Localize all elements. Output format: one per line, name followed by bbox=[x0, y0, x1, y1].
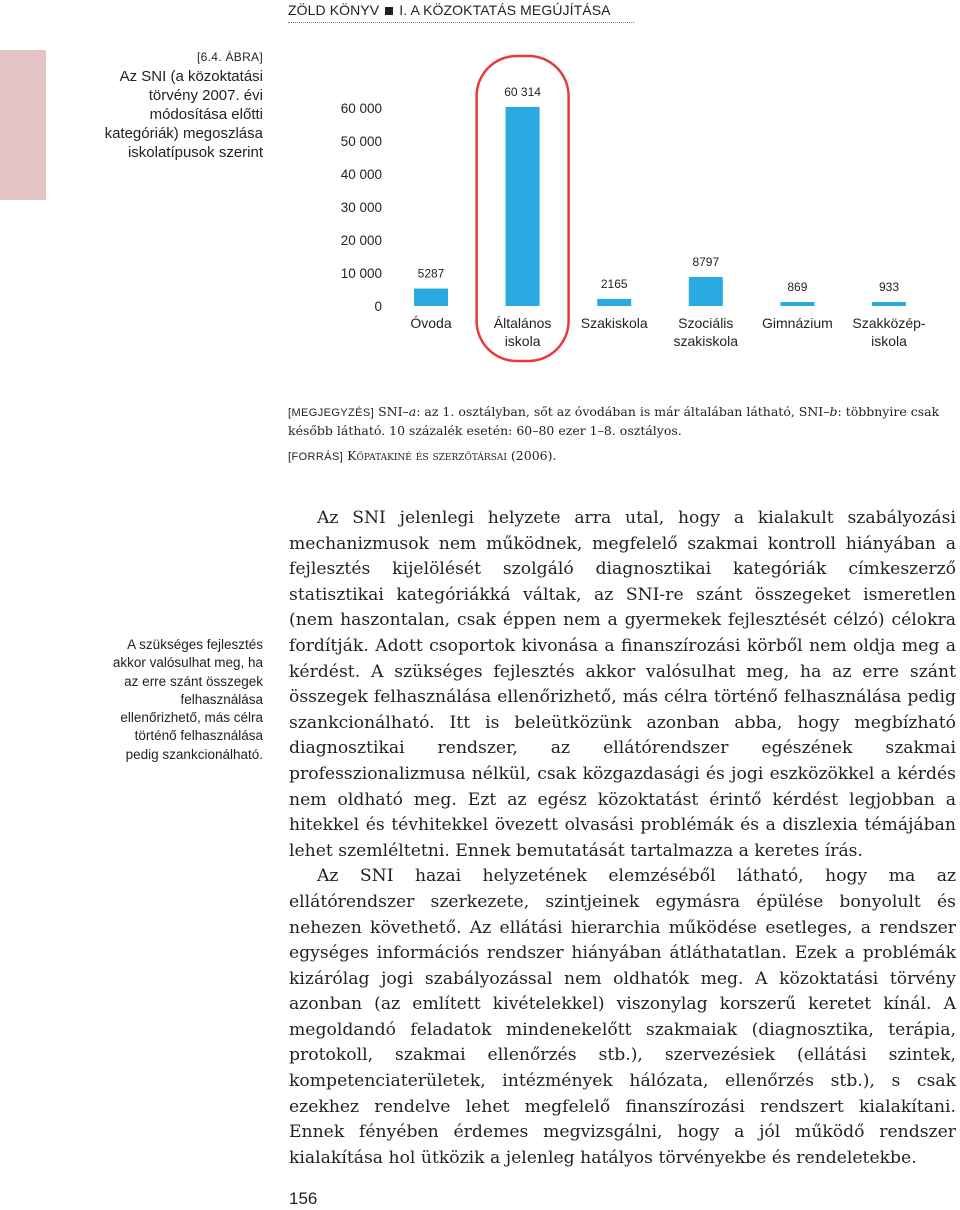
body-text bbox=[289, 506, 956, 1171]
margin-color-tab bbox=[0, 50, 46, 200]
figure-tag: [6.4. ÁBRA] bbox=[197, 50, 263, 64]
y-tick-label: 10 000 bbox=[340, 266, 382, 281]
note-text: SNI– bbox=[378, 404, 409, 419]
x-tick-label: iskola bbox=[871, 333, 907, 349]
bar bbox=[780, 302, 814, 306]
y-tick-label: 50 000 bbox=[340, 134, 382, 149]
note-italic-b: b bbox=[829, 404, 838, 419]
x-tick-label: Szociális bbox=[678, 315, 734, 331]
bar bbox=[872, 302, 906, 306]
figure-title-line: iskolatípusok szerint bbox=[127, 144, 263, 161]
figure-title-line: kategóriák) megoszlása bbox=[104, 125, 263, 142]
bar-chart bbox=[270, 48, 960, 388]
running-head bbox=[288, 2, 634, 23]
data-label: 869 bbox=[787, 280, 808, 294]
figure-title-line: Az SNI (a közoktatási bbox=[119, 68, 263, 85]
square-bullet-icon bbox=[385, 7, 393, 15]
x-tick-label: iskola bbox=[504, 333, 541, 349]
x-tick-label: Szakközép- bbox=[852, 315, 926, 331]
source-year: (2006). bbox=[510, 448, 557, 463]
source-authors: Kőpatakiné és szerzőtársai bbox=[347, 448, 507, 463]
note-text: : többnyire csak később látható. 10 százalék esetén: 60–80 ezer 1–8. osztályos. bbox=[288, 404, 940, 438]
margin-note: A szükséges fejlesztés akkor valósulhat meg, ha az erre szánt összegek felhasználása ellenőrizhető, más célra történő felhasználása pedig szankcionálható. bbox=[112, 637, 263, 762]
x-tick-label: Általános bbox=[493, 315, 552, 331]
paragraph: Az SNI hazai helyzetének elemzéséből látható, hogy ma az ellátórendszer szerkezete, szintjeinek egymásra épülése bonyolult és nehezen követhető. Az ellátási hierarchia működése esetleges, a rendszer egységes információs rendszer hiányában átláthatatlan. Ezek a problémák kizárólag jogi szabályozással nem oldhatók meg. A közoktatási törvény azonban (az említett kivételekkel) viszonylag korszerű keretet kínál. A megoldandó feladatok mindenekelőtt szakmaiak (diagnosztika, terápia, protokoll, szakmai ellenőrzés stb.), szervezésiek (ellátási szintek, kompetenciaterületek, intézmények hálózata, ellenőrzés stb.), s csak ezekhez rendelve lehet megfelelő finanszírozási rendszert kialakítani. Ennek fényében érdemes megvizsgálni, hogy a jól működő rendszer kialakítása hol ütközik a jelenleg hatályos törvényekbe és rendeletekbe. bbox=[289, 866, 956, 1168]
figure-note bbox=[288, 403, 960, 440]
x-tick-label: Szakiskola bbox=[580, 315, 648, 331]
x-tick-label: Óvoda bbox=[410, 315, 452, 331]
data-label: 8797 bbox=[692, 254, 720, 269]
note-tag: [MEGJEGYZÉS] bbox=[288, 407, 375, 419]
paragraph: Az SNI jelenlegi helyzete arra utal, hogy a kialakult szabályozási mechanizmusok nem működnek, megfelelő szakmai kontroll hiányában a fejlesztés kijelölését szolgáló diagnosztikai kategóriák címkeszerző statisztikai kategóriákká váltak, az SNI-re szánt összegeket ismeretlen (nem haszontalan, csak éppen nem a gyermekek fejlesztését célzó) célokra fordítják. Adott csoportok kivonása a finanszírozási körből nem oldja meg a kérdést. A szükséges fejlesztés akkor valósulhat meg, ha az erre szánt összegek felhasználása ellenőrizhető, más célra történő felhasználása pedig szankcionálható. Itt is beleütközünk azonban abba, hogy megbízható diagnosztikai rendszer, az ellátórendszer egészének szakmai professzionalizmusa nélkül, csak közgazdasági és jogi eszközökkel a kérdés nem oldható meg. Ezt az egész közoktatást érintő kérdést legjobban a hitekkel és tévhitekkel övezett olvasási problémák és a diszlexia témájában lehet szemléltetni. Ennek bemutatását tartalmazza a keretes írás. bbox=[289, 508, 956, 861]
bar bbox=[414, 289, 448, 306]
data-label: 60 314 bbox=[504, 84, 541, 99]
y-tick-label: 60 000 bbox=[340, 101, 382, 116]
book-title: ZÖLD KÖNYV bbox=[288, 2, 380, 18]
figure-caption bbox=[60, 48, 263, 162]
figure-source bbox=[288, 447, 960, 466]
x-tick-label: Gimnázium bbox=[762, 315, 833, 331]
y-tick-label: 30 000 bbox=[340, 200, 382, 215]
note-italic-a: a bbox=[408, 404, 417, 419]
bar bbox=[506, 107, 540, 306]
figure-title-line: törvény 2007. évi bbox=[148, 87, 263, 104]
x-tick-label: szakiskola bbox=[673, 333, 739, 349]
y-tick-label: 0 bbox=[374, 299, 382, 314]
data-label: 933 bbox=[878, 280, 900, 294]
source-tag: [FORRÁS] bbox=[288, 451, 344, 463]
figure-title-line: módosítása előtti bbox=[149, 106, 263, 123]
note-text: : az 1. osztályban, sőt az óvodában is már általában látható, SNI– bbox=[416, 404, 830, 419]
data-label: 5287 bbox=[417, 266, 445, 281]
chapter-title: I. A KÖZOKTATÁS MEGÚJÍTÁSA bbox=[399, 2, 611, 18]
page-number: 156 bbox=[289, 1189, 318, 1208]
data-label: 2165 bbox=[600, 276, 628, 291]
bar bbox=[597, 299, 631, 306]
bar bbox=[689, 277, 723, 306]
y-tick-label: 40 000 bbox=[340, 167, 382, 182]
y-tick-label: 20 000 bbox=[340, 233, 382, 248]
